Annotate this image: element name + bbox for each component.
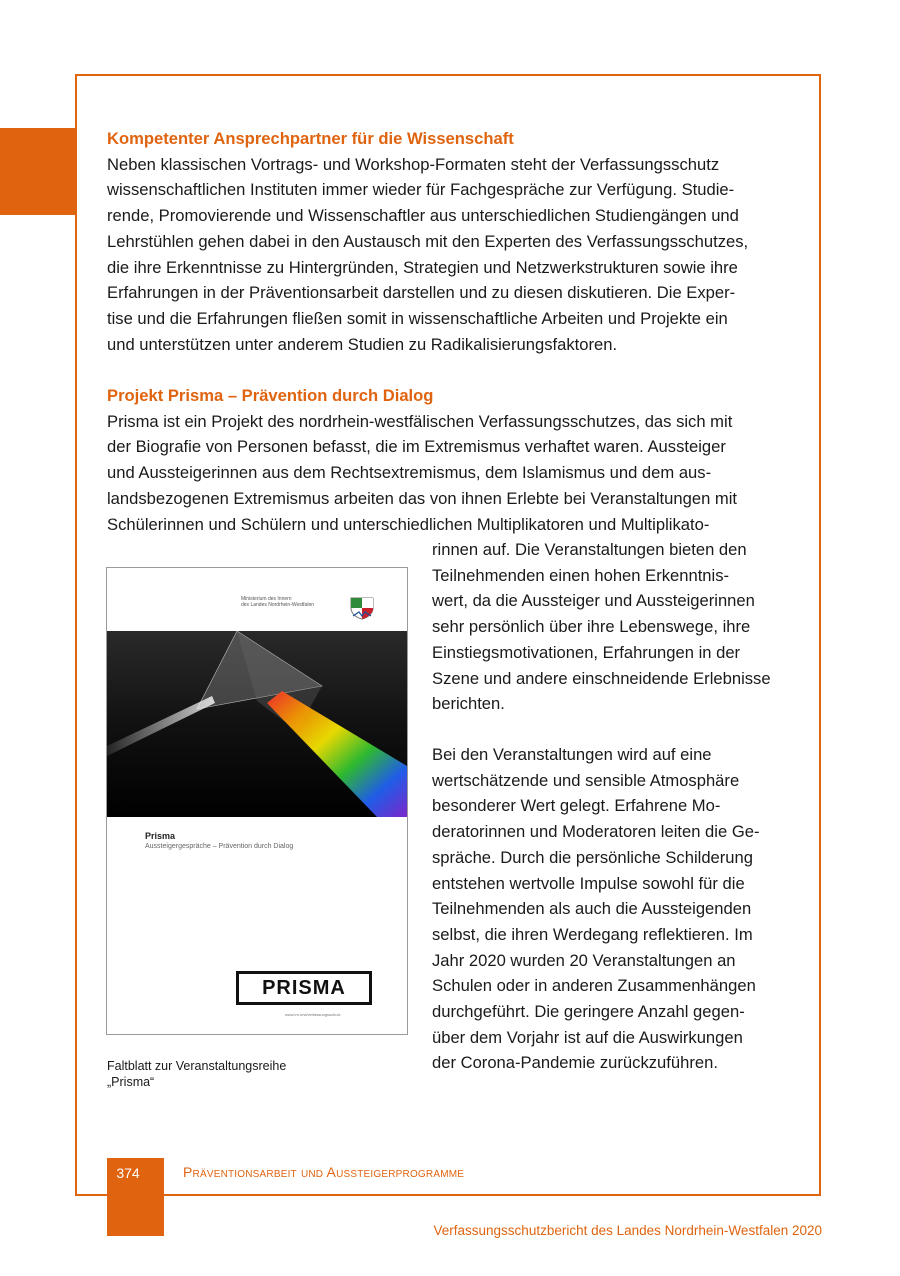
text-line: tise und die Erfahrungen fließen somit in wissenschaftliche Arbeiten und Projekte ein	[107, 308, 728, 328]
text-line: Bei den Veranstaltungen wird auf eine	[432, 745, 712, 764]
text-line: wissenschaftlichen Instituten immer wieder für Fachgespräche zur Verfügung. Studie-	[107, 180, 735, 200]
text-line: Schulen oder in anderen Zusammenhängen	[432, 976, 756, 996]
text-line: der Biografie von Personen befasst, die im Extremismus verhaftet waren. Aussteiger	[107, 437, 726, 457]
text-line: und unterstützen unter anderem Studien zu Radikalisierungsfaktoren.	[107, 334, 618, 354]
text-line: Teilnehmenden einen hohen Erkenntnis-	[432, 565, 730, 585]
text-line: der Corona-Pandemie zurückzuführen.	[432, 1053, 718, 1073]
text-line: und Aussteigerinnen aus dem Rechtsextremismus, dem Islamismus und dem aus-	[107, 463, 712, 483]
text-line: sehr persönlich über ihre Lebenswege, ihre	[432, 617, 751, 637]
prisma-brochure-image	[106, 567, 408, 1035]
ministry-label	[241, 596, 341, 608]
prism-photo	[107, 631, 407, 817]
column-paragraph-2	[432, 742, 802, 1076]
nrw-crest-icon	[348, 596, 376, 620]
text-line: Jahr 2020 wurden 20 Veranstaltungen an	[432, 950, 736, 970]
text-line: Prisma ist ein Projekt des nordrhein-westfälischen Verfassungsschutzes, das sich mit	[107, 411, 733, 431]
text-line: Teilnehmenden als auch die Aussteigenden	[432, 899, 752, 919]
text-line: wertschätzende und sensible Atmosphäre	[432, 770, 740, 790]
brochure-title: Prisma	[145, 831, 176, 841]
text-line: wert, da die Aussteiger und Aussteigerinnen	[432, 591, 755, 611]
page-number: 374	[116, 1165, 140, 1181]
brochure-url: www.im.nrw/verfassungsschutz	[285, 1012, 341, 1017]
text-line: berichten.	[432, 694, 505, 714]
text-line: Lehrstühlen gehen dabei in den Austausch mit den Experten des Verfassungsschutzes,	[107, 231, 749, 251]
section-heading: Projekt Prisma – Prävention durch Dialog	[107, 386, 434, 405]
section-heading: Kompetenter Ansprechpartner für die Wissenschaft	[107, 129, 514, 148]
chapter-side-tab	[0, 128, 76, 215]
text-line: entstehen wertvolle Impulse sowohl für die	[432, 873, 745, 893]
ministry-line: des Landes Nordrhein-Westfalen	[241, 602, 315, 608]
column-paragraph-1	[432, 537, 802, 717]
caption-line: „Prisma“	[107, 1075, 155, 1089]
text-line: rinnen auf. Die Veranstaltungen bieten den	[432, 540, 747, 559]
text-line: rende, Promovierende und Wissenschaftler aus unterschiedlichen Studiengängen und	[107, 206, 739, 226]
text-line: landsbezogenen Extremismus arbeiten das von ihnen Erlebte bei Veranstaltungen mit	[107, 488, 738, 508]
text-line: die ihre Erkenntnisse zu Hintergründen, Strategien und Netzwerkstrukturen sowie ihre	[107, 257, 738, 277]
section-wissenschaft	[107, 126, 797, 357]
text-line: besonderer Wert gelegt. Erfahrene Mo-	[432, 796, 721, 816]
prisma-logo: PRISMA	[236, 971, 372, 1005]
text-line: Erfahrungen in der Präventionsarbeit darstellen und zu diesen diskutieren. Die Exper-	[107, 283, 736, 303]
text-line: selbst, die ihren Werdegang reflektieren. Im	[432, 924, 753, 944]
chapter-title: Präventionsarbeit und Aussteigerprogramme	[183, 1164, 465, 1180]
brochure-subtitle: Aussteigergespräche – Prävention durch Dialog	[145, 843, 294, 850]
section-prisma	[107, 383, 797, 537]
text-line: Einstiegsmotivationen, Erfahrungen in der	[432, 642, 741, 662]
text-line: über dem Vorjahr ist auf die Auswirkungen	[432, 1027, 743, 1047]
text-line: Szene und andere einschneidende Erlebnisse	[432, 668, 771, 688]
document-footer: Verfassungsschutzbericht des Landes Nordrhein-Westfalen 2020	[433, 1223, 822, 1238]
text-line: deratorinnen und Moderatoren leiten die Ge-	[432, 822, 760, 842]
text-line: Schülerinnen und Schülern und unterschiedlichen Multiplikatoren und Multiplikato-	[107, 514, 710, 534]
caption-line: Faltblatt zur Veranstaltungsreihe	[107, 1059, 287, 1073]
ministry-line: Ministerium des Innern	[241, 596, 292, 602]
text-line: durchgeführt. Die geringere Anzahl gegen-	[432, 1002, 745, 1022]
text-line: spräche. Durch die persönliche Schilderung	[432, 847, 753, 867]
image-caption	[107, 1058, 286, 1090]
text-line: Neben klassischen Vortrags- und Workshop-Formaten steht der Verfassungsschutz	[107, 154, 720, 174]
